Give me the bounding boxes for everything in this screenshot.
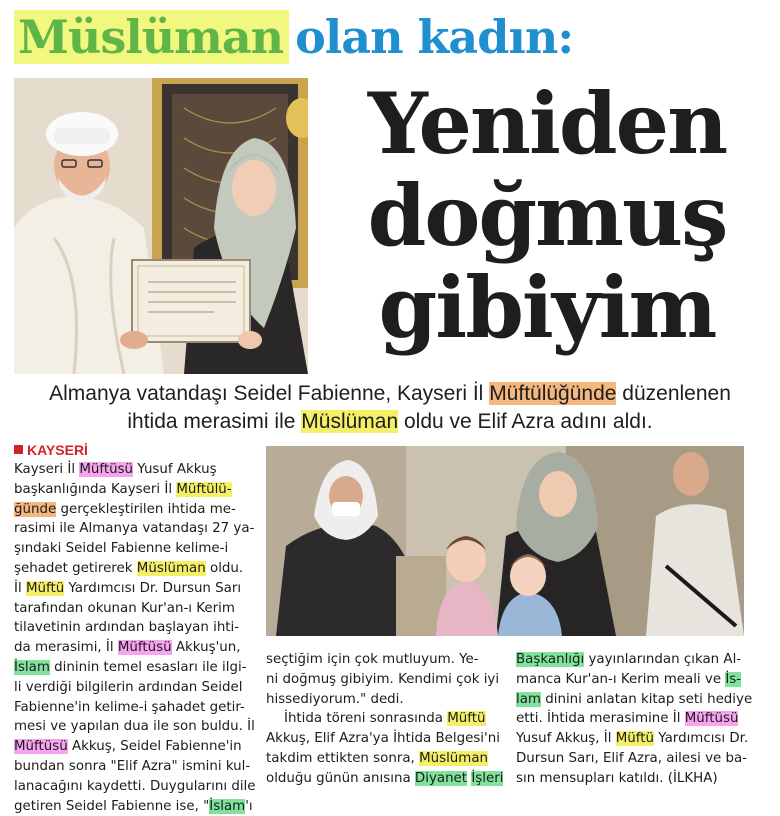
headline-main	[318, 74, 776, 357]
deck-highlight: Müslüman	[301, 410, 399, 433]
text-line: mesi ve yapılan dua ile son buldu. İl	[14, 719, 255, 735]
text-line: şehadet getirerek Müslüman oldu.	[14, 560, 244, 576]
text-line: takdim ettikten sonra, Müslüman	[266, 750, 489, 766]
deck-highlight: Müftülüğünde	[489, 382, 617, 405]
deck-text: oldu ve Elif Azra adını aldı.	[398, 410, 653, 433]
text-line: rasimi ile Almanya vatandaşı 27 ya-	[14, 521, 255, 537]
deck-line	[20, 408, 760, 436]
text-line: Müftüsü Akkuş, Seidel Fabienne'in	[14, 739, 242, 755]
text-line: sın mensupları katıldı. (İLKHA)	[516, 770, 718, 786]
text-line: bundan sonra "Elif Azra" ismini kul-	[14, 758, 251, 774]
text-line: şındaki Seidel Fabienne kelime-i	[14, 541, 229, 557]
text-line: ğünde gerçekleştirilen ihtida me-	[14, 501, 236, 517]
text-line: İslam dininin temel esasları ile ilgi-	[14, 659, 247, 675]
deck-summary	[20, 380, 760, 436]
location-text: KAYSERİ	[27, 442, 88, 458]
text-line: Kayseri İl Müftüsü Yusuf Akkuş	[14, 462, 217, 477]
headline-kicker	[14, 4, 774, 70]
main-photo	[14, 78, 308, 374]
headline-main-line: gibiyim	[378, 258, 716, 357]
text-line: lanacağını kaydetti. Duygularını dile	[14, 778, 256, 794]
text-line: hissediyorum." dedi.	[266, 691, 404, 707]
text-line: etti. İhtida merasimine İl Müftüsü	[516, 711, 739, 727]
second-photo	[266, 446, 744, 636]
text-line: Fabienne'in kelime-i şahadet getir-	[14, 699, 245, 715]
text-line: getiren Seidel Fabienne ise, "İslam'ı	[14, 798, 253, 814]
article-column-1	[14, 460, 264, 816]
text-line: İl Müftü Yardımcısı Dr. Dursun Sarı	[14, 580, 242, 596]
headline-main-line: Yeniden	[367, 74, 727, 173]
deck-text: düzenlenen	[616, 382, 731, 405]
deck-text: ihtida merasimi ile	[127, 410, 302, 433]
headline-main-line: doğmuş	[367, 166, 727, 265]
text-line: Başkanlığı yayınlarından çıkan Al-	[516, 652, 742, 667]
text-line: Akkuş, Elif Azra'ya İhtida Belgesi'ni	[266, 731, 500, 747]
text-line: tilavetinin ardından başlayan ihti-	[14, 620, 240, 636]
text-line: ni doğmuş gibiyim. Kendimi çok iyi	[266, 671, 500, 687]
deck-text: Almanya vatandaşı Seidel Fabienne, Kayseri İl	[49, 382, 490, 405]
location-label	[14, 441, 88, 459]
text-line: seçtiğim için çok mutluyum. Ye-	[266, 652, 479, 667]
text-line: lam dinini anlatan kitap seti hediye	[516, 691, 753, 707]
text-line: manca Kur'an-ı Kerim meali ve İs-	[516, 671, 742, 687]
text-line: Yusuf Akkuş, İl Müftü Yardımcısı Dr.	[516, 731, 749, 747]
text-line: Dursun Sarı, Elif Azra, ailesi ve ba-	[516, 750, 748, 766]
text-line: li verdiği bilgilerin ardından Seidel	[14, 679, 243, 695]
text-line: tarafından okunan Kur'an-ı Kerim	[14, 600, 235, 616]
text-line: da merasimi, İl Müftüsü Akkuş'un,	[14, 640, 241, 656]
article-column-3	[516, 650, 756, 789]
deck-line	[20, 380, 760, 408]
article-column-2	[266, 650, 506, 789]
headline-kicker-rest: olan kadın:	[295, 10, 574, 64]
text-line: başkanlığında Kayseri İl Müftülü-	[14, 481, 232, 497]
text-line: İhtida töreni sonrasında Müftü	[284, 711, 486, 727]
red-square-icon	[14, 445, 23, 454]
headline-kicker-highlight: Müslüman	[14, 10, 289, 64]
text-line: olduğu günün anısına Diyanet İşleri	[266, 770, 504, 786]
